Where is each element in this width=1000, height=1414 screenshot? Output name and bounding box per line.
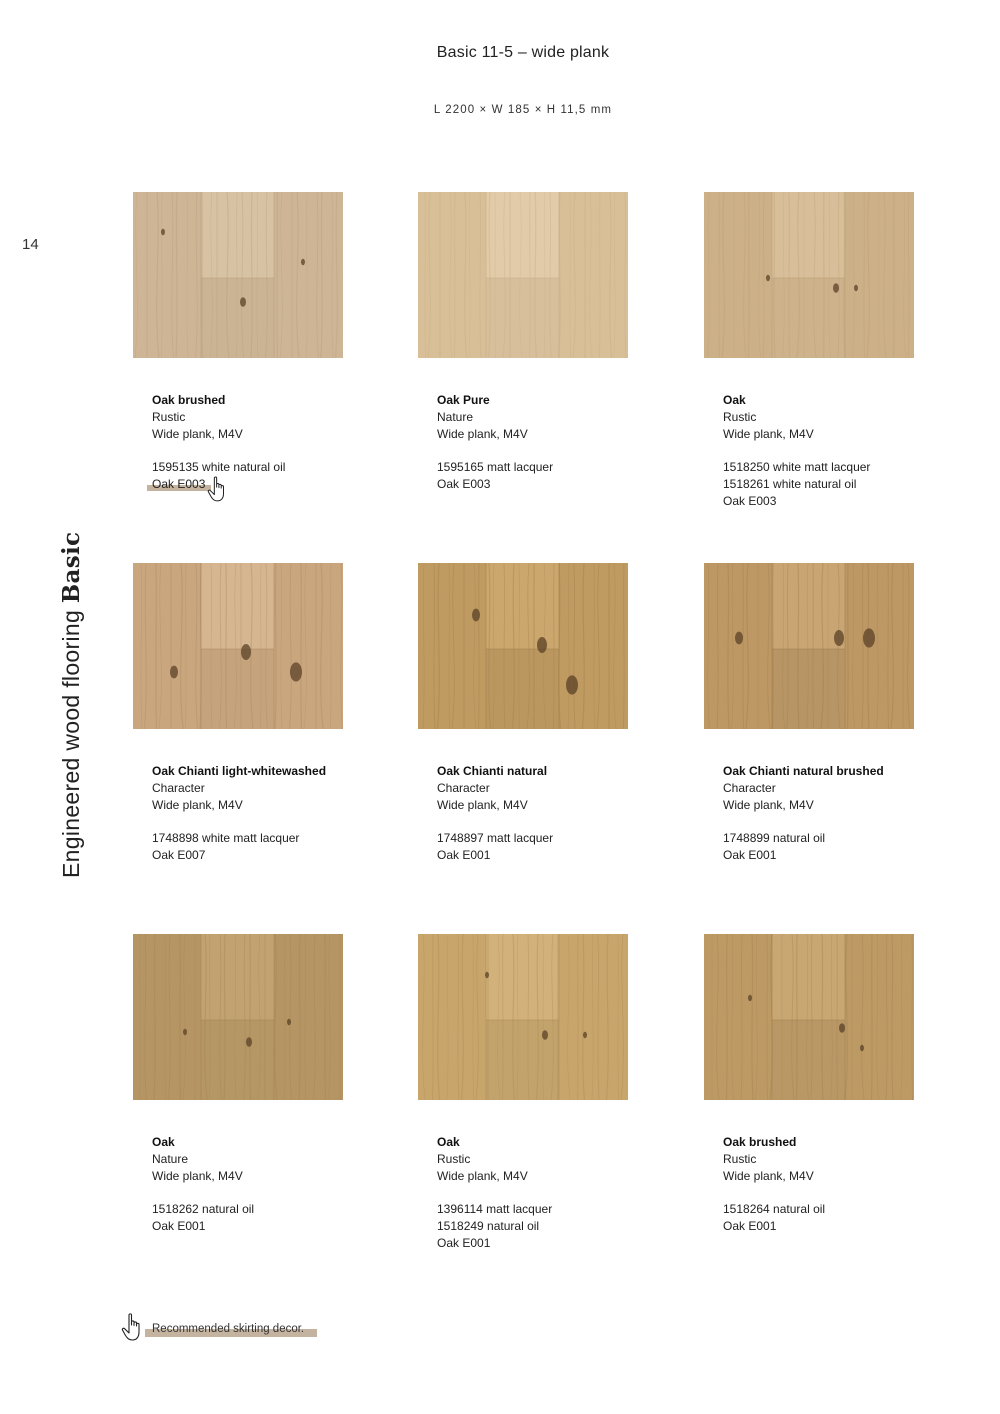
wood-swatch-image bbox=[704, 192, 914, 358]
product-info bbox=[437, 392, 657, 493]
product-format: Wide plank, M4V bbox=[152, 426, 243, 441]
product-name: Oak bbox=[723, 393, 746, 407]
product-grade: Character bbox=[723, 780, 776, 795]
product-grade: Rustic bbox=[723, 1151, 757, 1166]
product-grade: Rustic bbox=[152, 409, 186, 424]
section-title-bold: Basic bbox=[58, 531, 85, 604]
wood-swatch-image bbox=[133, 934, 343, 1100]
product-grade: Character bbox=[152, 780, 205, 795]
section-title-regular: Engineered wood flooring bbox=[58, 603, 84, 878]
article-number: 1518264 natural oil bbox=[723, 1202, 826, 1217]
product-info bbox=[152, 1134, 372, 1235]
product-name: Oak Chianti natural bbox=[437, 764, 548, 778]
product-grade: Rustic bbox=[437, 1151, 471, 1166]
article-number: 1518261 white natural oil bbox=[723, 476, 857, 491]
skirting-decor: Oak E001 bbox=[723, 847, 777, 862]
wood-swatch-image bbox=[133, 563, 343, 729]
skirting-decor: Oak E003 bbox=[437, 476, 491, 491]
skirting-decor: Oak E007 bbox=[152, 847, 206, 862]
plank-dimensions: L 2200 × W 185 × H 11,5 mm bbox=[433, 104, 613, 116]
skirting-legend bbox=[121, 1312, 341, 1344]
article-number: 1518250 white matt lacquer bbox=[723, 460, 871, 475]
product-info bbox=[723, 392, 943, 510]
product-grade: Nature bbox=[152, 1151, 189, 1166]
product-format: Wide plank, M4V bbox=[437, 426, 528, 441]
product-format: Wide plank, M4V bbox=[437, 797, 528, 812]
product-info bbox=[437, 763, 657, 864]
skirting-decor: Oak E001 bbox=[437, 847, 491, 862]
article-number: 1748898 white matt lacquer bbox=[152, 831, 300, 846]
skirting-decor: Oak E001 bbox=[437, 1235, 491, 1250]
wood-swatch-image bbox=[418, 192, 628, 358]
product-name: Oak brushed bbox=[152, 393, 226, 407]
product-name: Oak Pure bbox=[437, 393, 490, 407]
article-number: 1595165 matt lacquer bbox=[437, 460, 554, 475]
skirting-decor: Oak E003 bbox=[152, 476, 206, 491]
skirting-decor: Oak E001 bbox=[723, 1218, 777, 1233]
article-number: 1748899 natural oil bbox=[723, 831, 826, 846]
skirting-legend-text: Recommended skirting decor. bbox=[152, 1323, 305, 1335]
product-name: Oak Chianti natural brushed bbox=[723, 764, 884, 778]
product-format: Wide plank, M4V bbox=[152, 1168, 243, 1183]
page-number: 14 bbox=[22, 236, 39, 253]
skirting-decor: Oak E003 bbox=[723, 493, 777, 508]
product-format: Wide plank, M4V bbox=[723, 426, 814, 441]
wood-swatch-image bbox=[418, 934, 628, 1100]
section-title-vertical bbox=[58, 532, 85, 878]
product-name: Oak Chianti light-whitewashed bbox=[152, 764, 327, 778]
product-info bbox=[723, 763, 943, 864]
product-grade: Rustic bbox=[723, 409, 757, 424]
product-format: Wide plank, M4V bbox=[723, 797, 814, 812]
hand-pointer-icon bbox=[121, 1312, 145, 1342]
product-name: Oak bbox=[152, 1135, 175, 1149]
skirting-decor: Oak E001 bbox=[152, 1218, 206, 1233]
wood-swatch-image bbox=[133, 192, 343, 358]
page-title: Basic 11-5 – wide plank bbox=[436, 44, 610, 61]
product-info bbox=[152, 763, 372, 864]
wood-swatch-image bbox=[704, 934, 914, 1100]
wood-swatch-image bbox=[418, 563, 628, 729]
product-info bbox=[152, 392, 372, 493]
article-number: 1748897 matt lacquer bbox=[437, 831, 554, 846]
product-name: Oak bbox=[437, 1135, 460, 1149]
product-format: Wide plank, M4V bbox=[437, 1168, 528, 1183]
wood-swatch-image bbox=[704, 563, 914, 729]
product-grade: Character bbox=[437, 780, 490, 795]
article-number: 1396114 matt lacquer bbox=[437, 1202, 553, 1217]
product-name: Oak brushed bbox=[723, 1135, 797, 1149]
product-format: Wide plank, M4V bbox=[152, 797, 243, 812]
hand-pointer-icon bbox=[207, 475, 229, 503]
product-grade: Nature bbox=[437, 409, 474, 424]
article-number: 1518262 natural oil bbox=[152, 1202, 255, 1217]
product-format: Wide plank, M4V bbox=[723, 1168, 814, 1183]
article-number: 1518249 natural oil bbox=[437, 1218, 540, 1233]
product-info bbox=[437, 1134, 657, 1252]
article-number: 1595135 white natural oil bbox=[152, 460, 286, 475]
product-info bbox=[723, 1134, 943, 1235]
